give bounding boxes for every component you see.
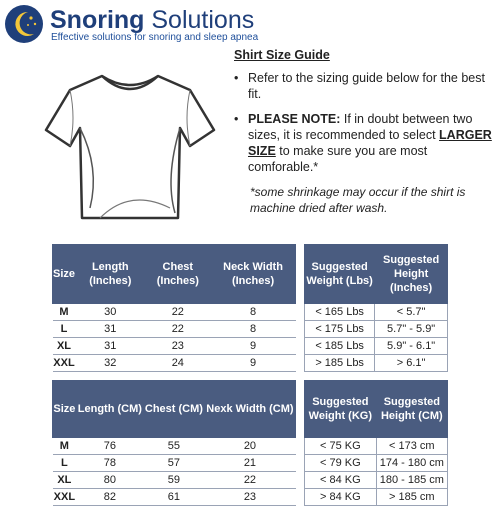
table-cell: XL — [53, 472, 77, 489]
table-cell: XXL — [53, 355, 76, 372]
table-header-row — [53, 245, 296, 304]
table-cell: 31 — [76, 321, 146, 338]
table-row — [53, 304, 296, 321]
size-guide — [228, 48, 492, 216]
table-row — [305, 455, 448, 472]
table-cell: 8 — [211, 321, 296, 338]
brand-name-bold: Snoring — [50, 6, 145, 34]
table-cell: > 6.1" — [375, 355, 448, 372]
table-cell: 61 — [143, 489, 204, 506]
table-cell: < 185 Lbs — [305, 338, 375, 355]
table-cell: < 5.7" — [375, 304, 448, 321]
table-cell: 21 — [204, 455, 295, 472]
table-header-row — [53, 381, 296, 438]
table-header-cell: Nexk Width (CM) — [204, 381, 295, 438]
table-cell: XL — [53, 338, 76, 355]
table-cell: 80 — [76, 472, 143, 489]
table-cell: 55 — [143, 438, 204, 455]
table-row — [305, 338, 448, 355]
guide-bullet-refer: • Refer to the sizing guide below for the best fit. — [234, 71, 485, 101]
table-header-cell: Chest (CM) — [143, 381, 204, 438]
table-cell: 174 - 180 cm — [376, 455, 447, 472]
table-row — [305, 489, 448, 506]
table-row — [53, 489, 296, 506]
brand-name — [50, 7, 254, 34]
table-cell: 180 - 185 cm — [376, 472, 447, 489]
table-header-cell: Suggested Height (CM) — [376, 381, 447, 438]
table-header-cell: Length (CM) — [76, 381, 143, 438]
table-row — [305, 321, 448, 338]
table-row — [305, 438, 448, 455]
table-header-cell: Length (Inches) — [76, 245, 146, 304]
table-cell: 30 — [76, 304, 146, 321]
table-row — [53, 321, 296, 338]
table-header-cell: Suggested Weight (KG) — [305, 381, 377, 438]
table-cell: 9 — [211, 338, 296, 355]
shrinkage-footnote: *some shrinkage may occur if the shirt is machine dried after wash. — [250, 185, 466, 215]
table-cell: < 175 Lbs — [305, 321, 375, 338]
table-cell: XXL — [53, 489, 77, 506]
table-cell: > 185 Lbs — [305, 355, 375, 372]
table-header-cell: Chest (Inches) — [145, 245, 211, 304]
table-row — [53, 472, 296, 489]
table-row — [53, 455, 296, 472]
table-cell: 23 — [145, 338, 211, 355]
table-cell: 82 — [76, 489, 143, 506]
table-row — [305, 304, 448, 321]
table-cell: < 79 KG — [305, 455, 377, 472]
brand-logo — [4, 4, 404, 44]
inches-suggested-table — [304, 244, 448, 372]
table-cell: L — [53, 321, 76, 338]
table-header-cell: Size — [53, 381, 77, 438]
table-header-cell: Size — [53, 245, 76, 304]
table-cell: < 84 KG — [305, 472, 377, 489]
table-header-row — [305, 245, 448, 304]
inches-size-table — [52, 244, 296, 372]
table-cell: 57 — [143, 455, 204, 472]
table-header-cell: Suggested Weight (Lbs) — [305, 245, 375, 304]
table-cell: 78 — [76, 455, 143, 472]
table-cell: 22 — [145, 321, 211, 338]
table-cell: M — [53, 304, 76, 321]
cm-suggested-table — [304, 380, 448, 506]
table-cell: 31 — [76, 338, 146, 355]
table-cell: 59 — [143, 472, 204, 489]
table-cell: 23 — [204, 489, 295, 506]
cm-size-table — [52, 380, 296, 506]
table-cell: 9 — [211, 355, 296, 372]
table-cell: 76 — [76, 438, 143, 455]
table-row — [53, 355, 296, 372]
table-row — [305, 355, 448, 372]
table-cell: M — [53, 438, 77, 455]
table-cell: 20 — [204, 438, 295, 455]
guide-bullet-note: • PLEASE NOTE: If in doubt between two sizes, it is recommended to select LARGER SIZE to make sure you are most comforable.* — [234, 112, 492, 174]
table-cell: < 75 KG — [305, 438, 377, 455]
table-header-row — [305, 381, 448, 438]
table-header-cell: Suggested Height (Inches) — [375, 245, 448, 304]
table-cell: 5.7" - 5.9" — [375, 321, 448, 338]
table-cell: > 84 KG — [305, 489, 377, 506]
brand-tagline: Effective solutions for snoring and sleep apnea — [51, 32, 259, 43]
table-cell: < 165 Lbs — [305, 304, 375, 321]
table-row — [53, 338, 296, 355]
moon-stars-icon — [4, 4, 44, 44]
tshirt-icon — [40, 68, 220, 228]
table-cell: 24 — [145, 355, 211, 372]
table-row — [53, 438, 296, 455]
table-cell: 32 — [76, 355, 146, 372]
guide-title: Shirt Size Guide — [234, 48, 330, 62]
table-cell: > 185 cm — [376, 489, 447, 506]
table-header-cell: Neck Width (Inches) — [211, 245, 296, 304]
table-cell: 5.9" - 6.1" — [375, 338, 448, 355]
table-cell: < 173 cm — [376, 438, 447, 455]
table-cell: 8 — [211, 304, 296, 321]
brand-name-rest: Solutions — [144, 6, 255, 34]
table-row — [305, 472, 448, 489]
table-cell: L — [53, 455, 77, 472]
table-cell: 22 — [204, 472, 295, 489]
table-cell: 22 — [145, 304, 211, 321]
guide-bullets — [228, 70, 492, 175]
